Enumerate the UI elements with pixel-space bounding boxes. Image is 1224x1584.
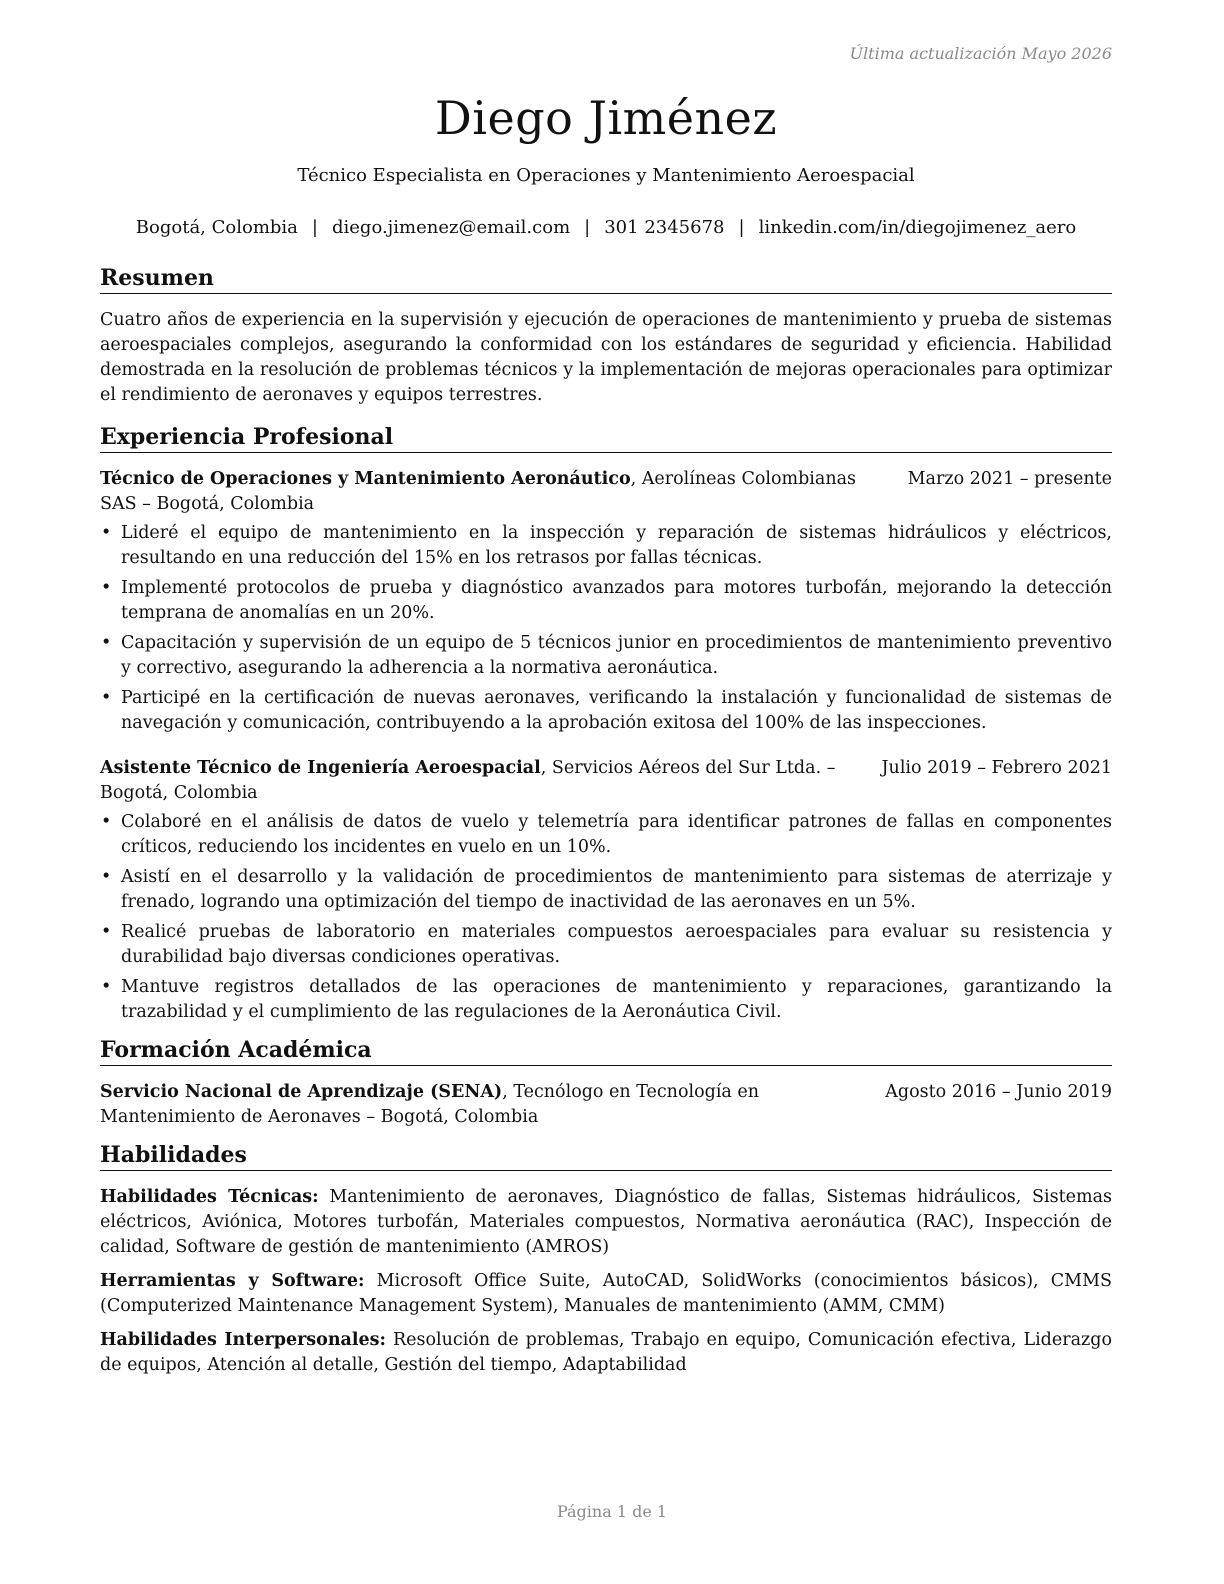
job-company: , Aerolíneas Colombianas SAS – Bogotá, Colombia (100, 469, 857, 514)
contact-line (100, 216, 1112, 240)
contact-email[interactable]: diego.jimenez@email.com (331, 217, 571, 238)
job-bullets (100, 521, 1112, 736)
job-company: , Servicios Aéreos del Sur Ltda. – Bogotá, Colombia (100, 758, 836, 803)
skill-group-label: Habilidades Interpersonales: (100, 1330, 386, 1350)
list-item (100, 920, 1112, 970)
skill-group-interpersonal (100, 1328, 1112, 1378)
job-role: Técnico de Operaciones y Mantenimiento Aeronáutico (100, 469, 631, 489)
bullet-text: Colaboré en el análisis de datos de vuelo y telemetría para identificar patrones de fallas en componentes críticos, reduciendo los incidentes en vuelo en un 10%. (121, 812, 1112, 857)
education-detail: , Tecnólogo en Tecnología en Mantenimiento de Aeronaves – Bogotá, Colombia (100, 1082, 760, 1127)
contact-separator: | (311, 217, 318, 238)
bullet-icon: • (101, 578, 112, 598)
bullet-text: Lideré el equipo de mantenimiento en la inspección y reparación de sistemas hidráulicos y eléctricos, resultando en una reducción del 15% en los retrasos por fallas técnicas. (121, 523, 1112, 568)
bullet-text: Realicé pruebas de laboratorio en materiales compuestos aeroespaciales para evaluar su resistencia y durabilidad bajo diversas condiciones operativas. (121, 922, 1112, 967)
candidate-name: Diego Jiménez (434, 91, 778, 145)
skill-group-tools (100, 1269, 1112, 1319)
bullet-icon: • (101, 867, 112, 887)
list-item (100, 686, 1112, 736)
skill-group-text: Microsoft Office Suite, AutoCAD, SolidWorks (conocimientos básicos), CMMS (Computerized Maintenance Management System), Manuales de mantenimiento (AMM, CMM) (100, 1271, 1112, 1316)
education-dates: Agosto 2016 – Junio 2019 (885, 1082, 1112, 1102)
job-role-company (100, 756, 882, 806)
list-item (100, 975, 1112, 1025)
job-dates: Marzo 2021 – presente (907, 469, 1112, 489)
list-item (100, 521, 1112, 571)
skill-group-label: Herramientas y Software: (100, 1271, 365, 1291)
education-header (100, 1080, 1112, 1130)
skill-group-label: Habilidades Técnicas: (100, 1187, 319, 1207)
bullet-text: Asistí en el desarrollo y la validación de procedimientos de mantenimiento para sistemas de aterrizaje y frenado, logrando una optimización del tiempo de inactividad de las aeronaves en un 5%. (121, 867, 1112, 912)
education-entry (100, 1080, 1112, 1130)
job-entry (100, 756, 1112, 1025)
last-updated: Última actualización Mayo 2026 (849, 44, 1112, 63)
list-item (100, 810, 1112, 860)
job-role: Asistente Técnico de Ingeniería Aeroespacial (100, 758, 541, 778)
skill-group-text: Mantenimiento de aeronaves, Diagnóstico de fallas, Sistemas hidráulicos, Sistemas eléctricos, Aviónica, Motores turbofán, Materiales compuestos, Normativa aeronáutica (RAC), Inspección de calidad, Software de gestión de mantenimiento (AMROS) (100, 1187, 1112, 1257)
bullet-icon: • (101, 812, 112, 832)
contact-linkedin[interactable]: linkedin.com/in/diegojimenez_aero (758, 217, 1077, 238)
section-title-summary: Resumen (100, 264, 1112, 294)
education-institution: Servicio Nacional de Aprendizaje (SENA) (100, 1082, 503, 1102)
bullet-text: Participé en la certificación de nuevas aeronaves, verificando la instalación y funcionalidad de sistemas de navegación y comunicación, contribuyendo a la aprobación exitosa del 100% de las inspecciones. (121, 688, 1112, 733)
contact-location: Bogotá, Colombia (135, 217, 298, 238)
summary-text: Cuatro años de experiencia en la supervisión y ejecución de operaciones de mantenimiento y prueba de sistemas aeroespaciales complejos, asegurando la conformidad con los estándares de seguridad y eficiencia. Habilidad demostrada en la resolución de problemas técnicos y la implementación de mejoras operacionales para optimizar el rendimiento de aeronaves y equipos terrestres. (100, 310, 1112, 405)
job-header (100, 756, 1112, 806)
candidate-headline: Técnico Especialista en Operaciones y Mantenimiento Aeroespacial (297, 165, 915, 186)
education-institution-detail (100, 1080, 885, 1130)
contact-phone: 301 2345678 (604, 217, 725, 238)
contact-separator: | (738, 217, 745, 238)
skill-group-technical (100, 1185, 1112, 1260)
bullet-text: Implementé protocolos de prueba y diagnóstico avanzados para motores turbofán, mejorando la detección temprana de anomalías en un 20%. (121, 578, 1112, 623)
list-item (100, 865, 1112, 915)
contact-separator: | (584, 217, 591, 238)
bullet-icon: • (101, 977, 112, 997)
section-title-education: Formación Académica (100, 1036, 1112, 1066)
page-number: Página 1 de 1 (556, 1502, 668, 1521)
list-item (100, 576, 1112, 626)
job-entry (100, 467, 1112, 736)
job-header (100, 467, 1112, 517)
bullet-text: Mantuve registros detallados de las operaciones de mantenimiento y reparaciones, garantizando la trazabilidad y el cumplimiento de las regulaciones de la Aeronáutica Civil. (121, 977, 1112, 1022)
section-title-skills: Habilidades (100, 1141, 1112, 1171)
job-dates: Julio 2019 – Febrero 2021 (881, 758, 1112, 778)
skill-group-text: Resolución de problemas, Trabajo en equipo, Comunicación efectiva, Liderazgo de equipos, Atención al detalle, Gestión del tiempo, Adaptabilidad (100, 1330, 1112, 1375)
bullet-icon: • (101, 688, 112, 708)
bullet-text: Capacitación y supervisión de un equipo de 5 técnicos junior en procedimientos de mantenimiento preventivo y correctivo, asegurando la adherencia a la normativa aeronáutica. (121, 633, 1112, 678)
section-title-experience: Experiencia Profesional (100, 423, 1112, 453)
job-bullets (100, 810, 1112, 1025)
list-item (100, 631, 1112, 681)
bullet-icon: • (101, 523, 112, 543)
bullet-icon: • (101, 633, 112, 653)
bullet-icon: • (101, 922, 112, 942)
job-role-company (100, 467, 908, 517)
